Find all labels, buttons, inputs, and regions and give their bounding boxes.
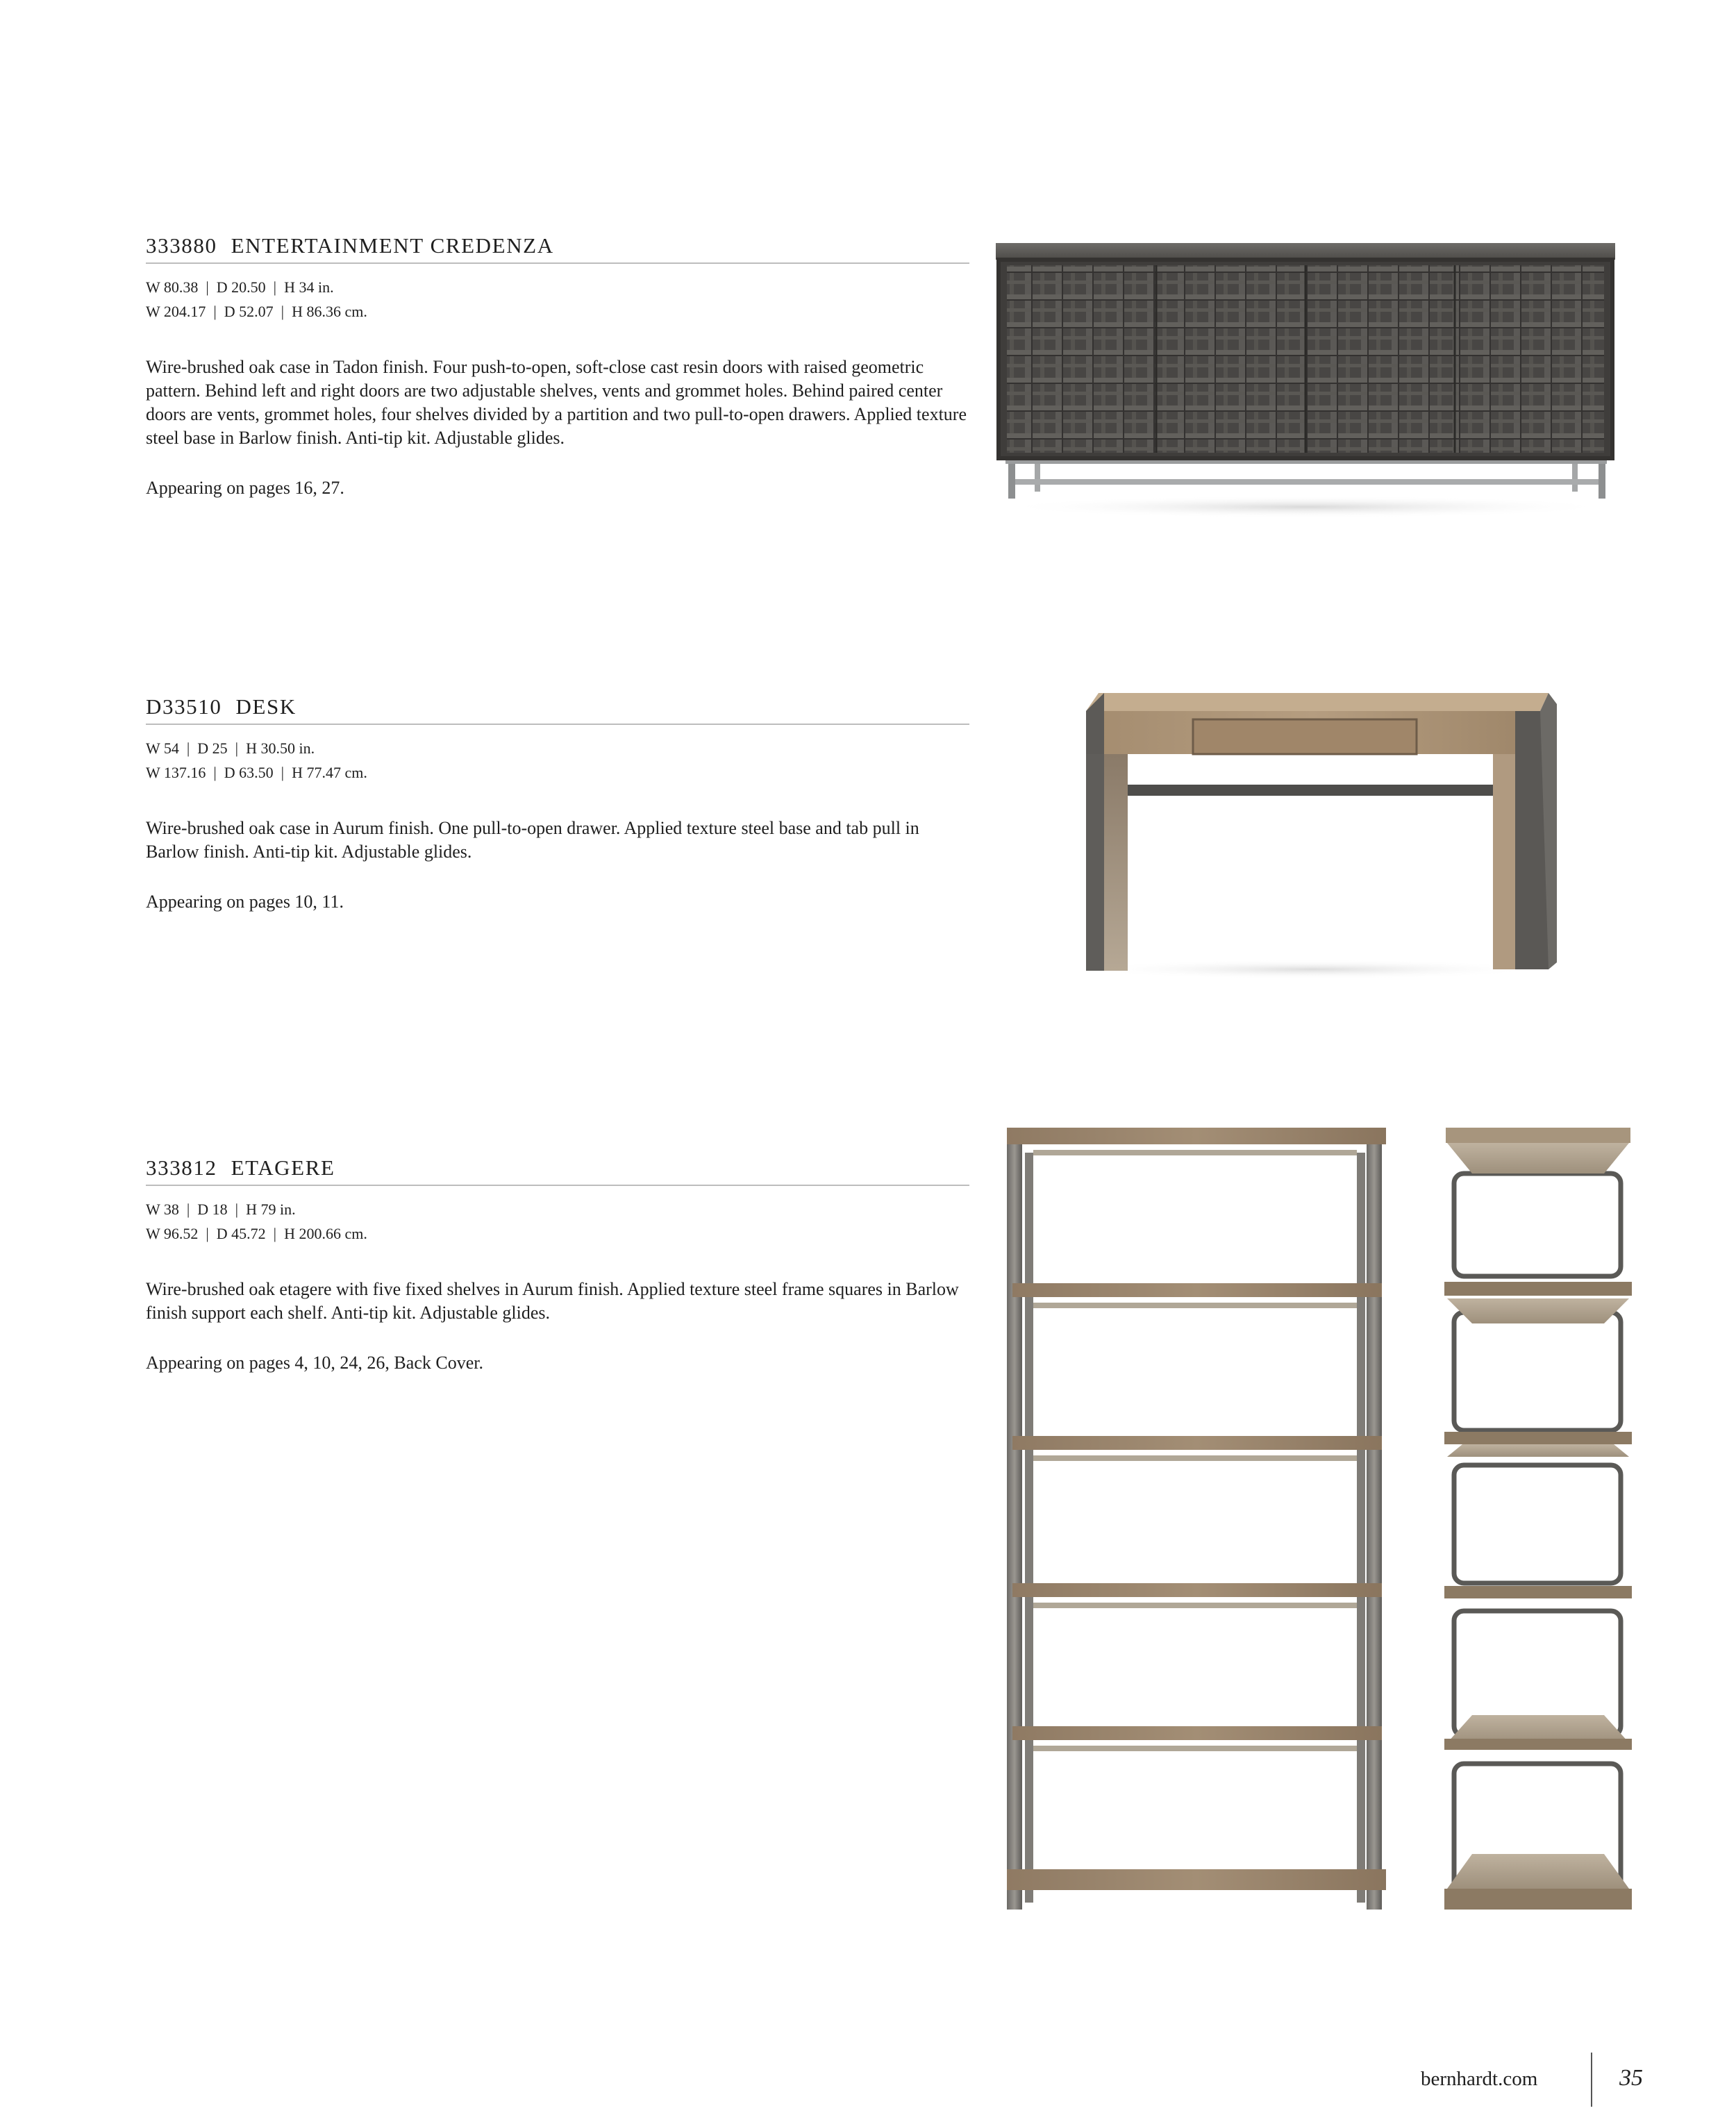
credenza-image — [993, 235, 1618, 519]
product-appearing: Appearing on pages 4, 10, 24, 26, Back Cover. — [146, 1353, 483, 1373]
product-sku: D33510 — [146, 694, 222, 719]
product-description: Wire-brushed oak case in Tadon finish. Four push-to-open, soft-close cast resin doors with raised geometric pattern. Behind left and right doors are two adjustable shelves, vents and grommet holes. Behind paired center doors are vents, grommet holes, four shelves divided by a partition and two pull-to-open drawers. Applied texture steel base in Barlow finish. Anti-tip kit. Adjustable glides. — [146, 357, 967, 448]
product-dimensions — [146, 736, 969, 785]
dimensions-inches: W 54 | D 25 | H 30.50 in. — [146, 740, 315, 757]
product-dimensions — [146, 1197, 969, 1246]
dimensions-cm: W 96.52 | D 45.72 | H 200.66 cm. — [146, 1225, 367, 1242]
product-dimensions — [146, 275, 969, 324]
dimensions-inches: W 38 | D 18 | H 79 in. — [146, 1201, 296, 1218]
product-etagere — [146, 1155, 969, 1375]
etagere-front-image — [1007, 1125, 1396, 1923]
desk-image — [1062, 690, 1562, 982]
dimensions-cm: W 204.17 | D 52.07 | H 86.36 cm. — [146, 303, 367, 320]
footer-divider — [1591, 2053, 1592, 2107]
product-description: Wire-brushed oak case in Aurum finish. One pull-to-open drawer. Applied texture steel base and tab pull in Barlow finish. Anti-tip kit. Adjustable glides. — [146, 818, 919, 862]
dimensions-inches: W 80.38 | D 20.50 | H 34 in. — [146, 278, 334, 296]
product-appearing: Appearing on pages 10, 11. — [146, 892, 344, 912]
product-appearing: Appearing on pages 16, 27. — [146, 478, 344, 498]
dimensions-cm: W 137.16 | D 63.50 | H 77.47 cm. — [146, 764, 367, 781]
product-sku: 333812 — [146, 1155, 217, 1180]
page-number: 35 — [1619, 2065, 1643, 2091]
product-name: ENTERTAINMENT CREDENZA — [231, 233, 554, 258]
product-title — [146, 694, 969, 725]
product-title — [146, 1155, 969, 1186]
product-name: DESK — [235, 694, 297, 719]
product-desk — [146, 694, 969, 914]
product-credenza — [146, 233, 969, 500]
product-sku: 333880 — [146, 233, 217, 258]
etagere-side-image — [1437, 1125, 1639, 1923]
footer-website[interactable]: bernhardt.com — [1421, 2068, 1538, 2090]
product-description: Wire-brushed oak etagere with five fixed shelves in Aurum finish. Applied texture steel frame squares in Barlow finish support each shelf. Anti-tip kit. Adjustable glides. — [146, 1279, 959, 1323]
product-title — [146, 233, 969, 264]
product-name: ETAGERE — [231, 1155, 335, 1180]
